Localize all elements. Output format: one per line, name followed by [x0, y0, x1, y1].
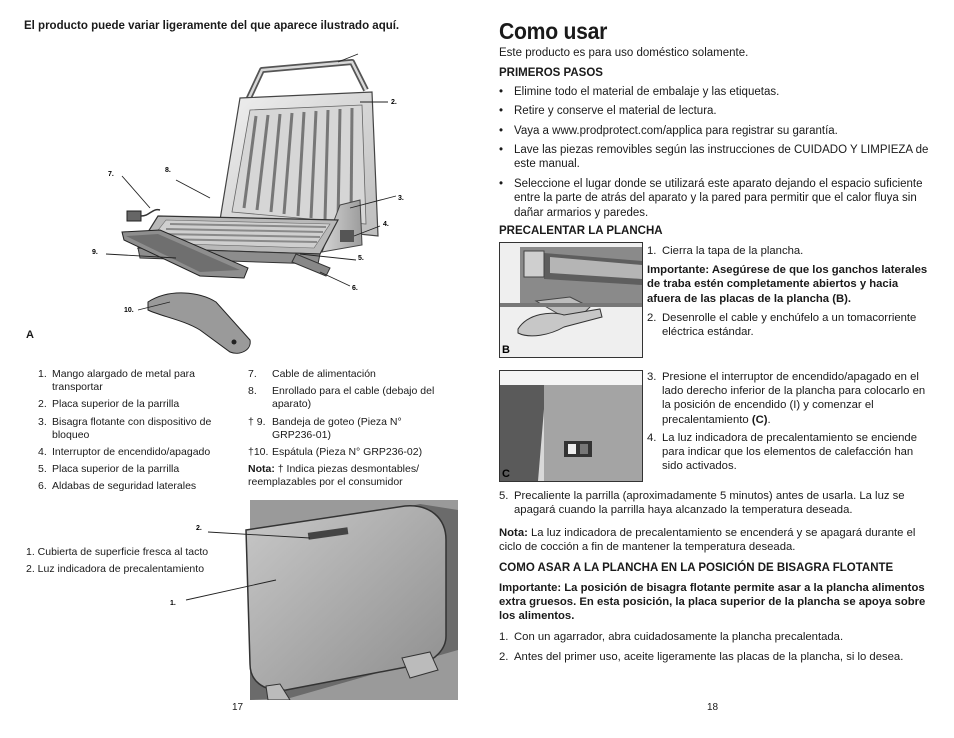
- grill-parts-diagram: [0, 40, 477, 370]
- preheat-steps-1-2: [647, 244, 929, 339]
- list-item: • Vaya a www.prodprotect.com/applica para registrar su garantía.: [499, 125, 838, 137]
- list-item: • Seleccione el lugar donde se utilizará este aparato dejando el espacio suficiente entre la parte de atrás del aparato y la pared para permitir que el calor fluya sin dañar armarios y paredes.: [499, 178, 923, 219]
- svg-text:2.: 2.: [196, 525, 202, 532]
- section-heading-precalentar: PRECALENTAR LA PLANCHA: [499, 225, 663, 237]
- list-item: 3. Bisagra flotante con dispositivo de bloqueo: [38, 415, 212, 441]
- parts-list-col1: [38, 368, 228, 498]
- list-item: • Lave las piezas removibles según las instrucciones de CUIDADO Y LIMPIEZA de este manual.: [499, 144, 929, 171]
- parts-note: Nota: † Indica piezas desmontables/ reemplazables por el consumidor: [248, 463, 420, 489]
- photo-b: [499, 242, 643, 358]
- list-item: • Retire y conserve el material de lectura.: [499, 105, 717, 117]
- photo-b-letter: B: [502, 344, 510, 356]
- svg-text:1.: 1.: [170, 600, 176, 607]
- grill-switch-photo: [500, 371, 642, 481]
- list-item: 3. Presione el interruptor de encendido/apagado en el lado derecho inferior de la plancha para colocarlo en la posición de encendido (I) y comenzar el precalentamiento (C).: [647, 371, 926, 426]
- svg-text:4.: 4.: [383, 221, 389, 228]
- list-item: 2. Placa superior de la parrilla: [38, 398, 180, 411]
- list-item: †10. Espátula (Pieza N° GRP236-02): [248, 446, 423, 459]
- svg-text:2.: 2.: [391, 99, 397, 106]
- parts-list-col2: [248, 368, 438, 490]
- list-item: 5. Placa superior de la parrilla: [38, 463, 180, 476]
- list-item: 1. Mango alargado de metal para transportar: [38, 368, 196, 394]
- section-heading-primeros: PRIMEROS PASOS: [499, 67, 603, 79]
- usage-intro: Este producto es para uso doméstico solamente.: [499, 47, 749, 59]
- list-item: • Elimine todo el material de embalaje y las etiquetas.: [499, 86, 780, 98]
- svg-text:6.: 6.: [352, 285, 358, 292]
- importante-latches: Importante: Asegúrese de que los ganchos laterales de traba estén completamente abiertos y hacia afuera de las placas de la plancha (B).: [647, 264, 928, 305]
- figure-a-letter: A: [26, 329, 34, 341]
- list-item: 4. La luz indicadora de precalentamiento se enciende para indicar que los elementos de calefacción han sido activados.: [647, 431, 917, 473]
- preheat-steps-3-4: [647, 370, 929, 473]
- right-page: [477, 0, 954, 738]
- lid-features-list: [26, 544, 208, 578]
- list-item: 4. Interruptor de encendido/apagado: [38, 446, 211, 459]
- list-item: 1. Con un agarrador, abra cuidadosamente la plancha precalentada.: [499, 631, 844, 643]
- list-item: 7. Cable de alimentación: [248, 368, 376, 380]
- svg-text:9.: 9.: [92, 249, 98, 256]
- list-item: 1. Cubierta de superficie fresca al tacto: [26, 546, 209, 558]
- closed-grill-diagram: [140, 500, 460, 700]
- list-item: 2. Desenrolle el cable y enchúfelo a un tomacorriente eléctrica estándar.: [647, 311, 917, 339]
- page-number: 18: [707, 702, 719, 713]
- svg-text:8.: 8.: [165, 167, 171, 174]
- list-item: 6. Aldabas de seguridad laterales: [38, 480, 197, 493]
- list-item: † 9. Bandeja de goteo (Pieza N° GRP236-01): [248, 415, 402, 441]
- list-item: 2. Luz indicadora de precalentamiento: [26, 563, 205, 575]
- svg-text:3.: 3.: [398, 195, 404, 202]
- photo-c-letter: C: [502, 468, 510, 480]
- asar-steps: [499, 630, 931, 664]
- preheat-step-5: [499, 489, 931, 517]
- product-disclaimer: El producto puede variar ligeramente del que aparece ilustrado aquí.: [24, 20, 400, 32]
- svg-text:10.: 10.: [124, 307, 134, 314]
- list-item: 1. Cierra la tapa de la plancha.: [647, 245, 804, 257]
- grill-latch-photo: [500, 243, 642, 357]
- section-heading-asar: COMO ASAR A LA PLANCHA EN LA POSICIÓN DE BISAGRA FLOTANTE: [499, 562, 894, 574]
- photo-c: [499, 370, 643, 482]
- svg-text:5.: 5.: [358, 255, 364, 262]
- list-item: 8. Enrollado para el cable (debajo del aparato): [248, 385, 435, 411]
- page-number: 17: [232, 702, 244, 713]
- list-item: 5. Precaliente la parrilla (aproximadamente 5 minutos) antes de usarla. La luz se apagará cuando la parrilla haya alcanzado la temperatura deseada.: [499, 490, 905, 517]
- preheat-note: Nota: La luz indicadora de precalentamiento se encenderá y se apagará durante el ciclo de cocción a fin de mantener la temperatura deseada.: [499, 527, 916, 554]
- list-item: 2. Antes del primer uso, aceite ligeramente las placas de la plancha, si lo desea.: [499, 651, 904, 664]
- page-title: Como usar: [499, 18, 608, 44]
- svg-text:7.: 7.: [108, 171, 114, 178]
- importante-floating-hinge: Importante: La posición de bisagra flotante permite asar a la plancha alimentos extra gruesos. En esta posición, la placa superior de la plancha se apoya sobre los alimentos.: [499, 582, 926, 623]
